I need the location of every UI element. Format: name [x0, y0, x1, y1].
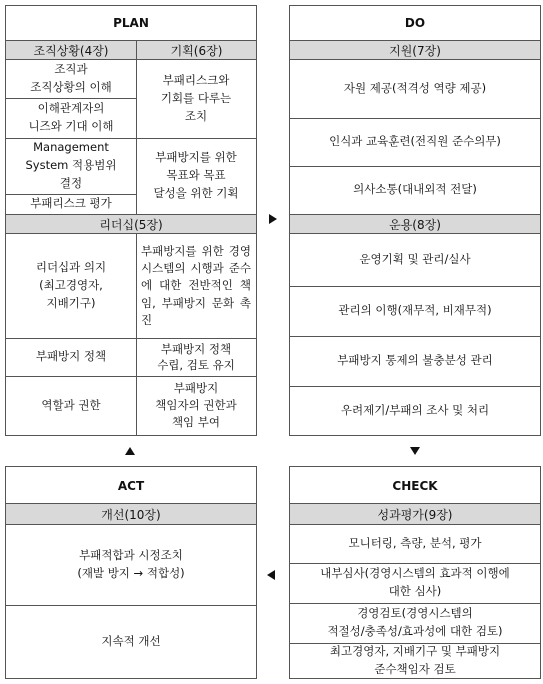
operation-item-inadequacy: 부패방지 통제의 불충분성 관리 [337, 353, 493, 368]
improvement-header: 개선(10장) [6, 503, 256, 525]
check-title: CHECK [392, 479, 438, 493]
policy-detail: 부패방지 정책 수립, 검토 유지 [157, 341, 235, 372]
operation-item-planning: 운영기획 및 관리/실사 [359, 252, 471, 267]
scope-item: Management System 적용범위 결정 [25, 140, 117, 190]
leadership-commitment-detail-text: 부패방지를 위한 경영시스템의 시행과 준수에 대한 전반적인 책임, 부패방지 문화 촉진 [141, 243, 251, 327]
planning-objectives-item: 부패방지를 위한 목표와 목표 달성을 위한 기획 [153, 150, 239, 200]
risk-assessment-item: 부패리스크 평가 [30, 196, 112, 211]
management-review-item: 경영검토(경영시스템의 적절성/충족성/효과성에 대한 검토) [327, 606, 503, 638]
plan-box [5, 5, 257, 436]
act-title: ACT [117, 479, 145, 493]
nonconformity-item: 부패적합과 시정조치 (재발 방지 → 적합성) [77, 548, 185, 580]
leadership-header: 리더십(5장) [6, 214, 256, 234]
support-item-communication: 의사소통(대내외적 전달) [353, 182, 477, 197]
planning-risk-item: 부패리스크와 기회를 다루는 조치 [160, 73, 232, 123]
act-box [5, 466, 257, 679]
roles-detail: 부패방지 책임자의 권한과 책임 부여 [155, 381, 237, 429]
act-to-plan-arrow-icon [125, 447, 135, 455]
planning-header: 기획(6장) [136, 40, 256, 60]
leadership-commitment-item: 리더십과 의지 (최고경영자, 지배기구) [35, 260, 107, 310]
operation-item-investigation: 우려제기/부패의 조사 및 처리 [340, 402, 490, 417]
continual-improvement-item: 지속적 개선 [101, 633, 161, 648]
check-box [289, 466, 541, 679]
operation-header: 운용(8장) [290, 214, 540, 234]
stakeholders-item: 이해관계자의 니즈와 기대 이해 [28, 101, 114, 133]
performance-header: 성과평가(9장) [290, 503, 540, 525]
do-title: DO [404, 16, 426, 30]
monitoring-item: 모니터링, 측량, 분석, 평가 [348, 536, 482, 551]
support-item-resources: 자원 제공(적격성 역량 제공) [343, 81, 487, 96]
support-header: 지원(7장) [290, 40, 540, 60]
plan-title: PLAN [113, 16, 149, 30]
support-item-awareness: 인식과 교육훈련(전직원 준수의무) [329, 134, 501, 149]
top-management-review-item: 최고경영자, 지배기구 및 부패방지 준수책임자 검토 [329, 643, 501, 676]
roles-item: 역할과 권한 [41, 397, 101, 412]
operation-item-controls: 관리의 이행(재무적, 비재무적) [338, 303, 492, 318]
check-to-act-arrow-icon [267, 570, 275, 580]
do-to-check-arrow-icon [410, 447, 420, 455]
org-context-item: 조직과 조직상황의 이해 [30, 62, 112, 94]
leadership-commitment-detail [136, 234, 256, 338]
org-context-header: 조직상황(4장) [6, 40, 136, 60]
policy-item: 부패방지 정책 [35, 349, 107, 364]
plan-to-do-arrow-icon [269, 214, 277, 224]
do-box [289, 5, 541, 436]
internal-audit-item: 내부심사(경영시스템의 효과적 이행에 대한 심사) [320, 566, 510, 598]
